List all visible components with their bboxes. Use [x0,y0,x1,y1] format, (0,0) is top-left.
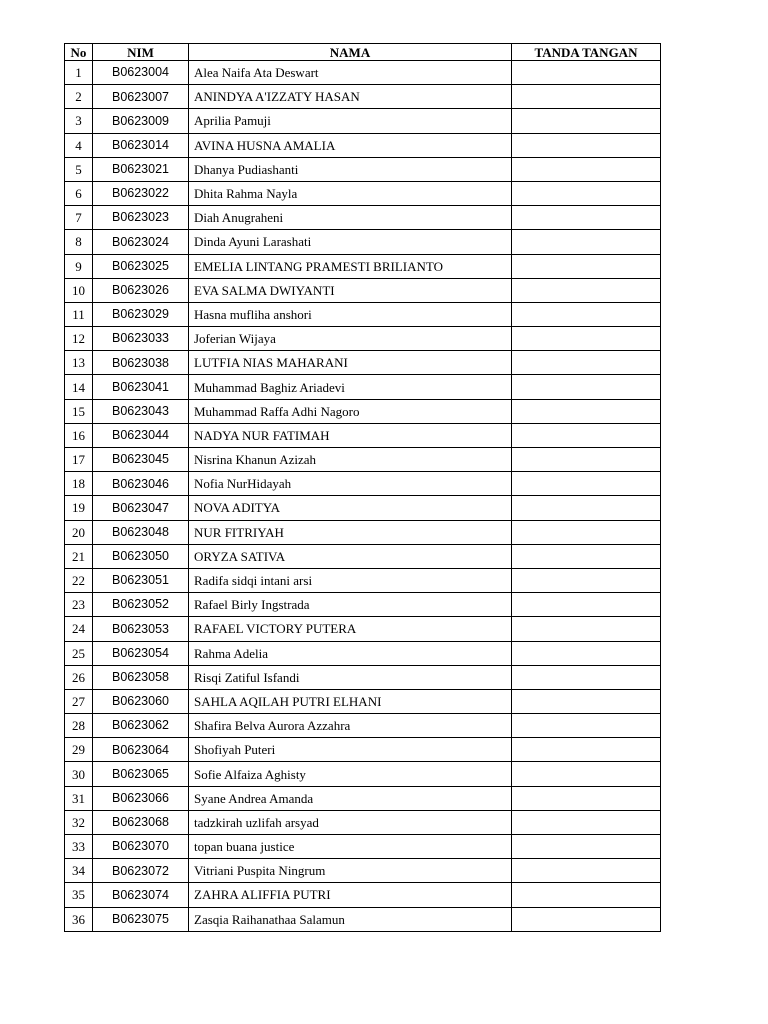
row-number: 29 [65,738,93,762]
row-number: 35 [65,883,93,907]
row-signature-cell[interactable] [512,85,660,109]
table-row [65,883,660,907]
row-number: 6 [65,182,93,206]
row-signature-cell[interactable] [512,303,660,327]
row-signature-cell[interactable] [512,182,660,206]
row-nama: Dhita Rahma Nayla [189,182,512,206]
table-row [65,690,660,714]
row-nim: B0623043 [93,400,189,424]
row-nim: B0623024 [93,230,189,254]
row-nama: Zasqia Raihanathaa Salamun [189,908,512,931]
row-nim: B0623045 [93,448,189,472]
table-row [65,85,660,109]
row-nama: AVINA HUSNA AMALIA [189,134,512,158]
row-nim: B0623066 [93,787,189,811]
table-row [65,182,660,206]
row-signature-cell[interactable] [512,762,660,786]
row-signature-cell[interactable] [512,134,660,158]
table-row [65,134,660,158]
row-nama: Risqi Zatiful Isfandi [189,666,512,690]
row-nim: B0623051 [93,569,189,593]
row-number: 9 [65,255,93,279]
row-signature-cell[interactable] [512,835,660,859]
row-number: 8 [65,230,93,254]
table-row [65,472,660,496]
row-number: 28 [65,714,93,738]
row-nim: B0623023 [93,206,189,230]
header-tanda-tangan: TANDA TANGAN [512,44,660,61]
row-nim: B0623033 [93,327,189,351]
row-number: 24 [65,617,93,641]
row-nama: NADYA NUR FATIMAH [189,424,512,448]
row-signature-cell[interactable] [512,279,660,303]
table-row [65,206,660,230]
row-number: 20 [65,521,93,545]
row-nama: Dhanya Pudiashanti [189,158,512,182]
row-signature-cell[interactable] [512,158,660,182]
row-nama: Syane Andrea Amanda [189,787,512,811]
row-nama: Muhammad Raffa Adhi Nagoro [189,400,512,424]
row-signature-cell[interactable] [512,400,660,424]
row-nama: tadzkirah uzlifah arsyad [189,811,512,835]
row-number: 34 [65,859,93,883]
table-row [65,569,660,593]
row-nim: B0623009 [93,109,189,133]
table-row [65,109,660,133]
row-nim: B0623044 [93,424,189,448]
row-nim: B0623062 [93,714,189,738]
row-nim: B0623041 [93,375,189,399]
table-row [65,787,660,811]
table-row [65,158,660,182]
row-nama: NOVA ADITYA [189,496,512,520]
row-number: 33 [65,835,93,859]
row-signature-cell[interactable] [512,883,660,907]
table-row [65,593,660,617]
row-number: 22 [65,569,93,593]
header-row [65,44,660,61]
row-number: 31 [65,787,93,811]
row-signature-cell[interactable] [512,109,660,133]
row-nim: B0623029 [93,303,189,327]
row-nim: B0623050 [93,545,189,569]
row-nim: B0623054 [93,642,189,666]
table-row [65,61,660,85]
row-number: 13 [65,351,93,375]
row-signature-cell[interactable] [512,714,660,738]
row-nama: Rahma Adelia [189,642,512,666]
table-row [65,279,660,303]
row-number: 23 [65,593,93,617]
row-number: 12 [65,327,93,351]
row-number: 16 [65,424,93,448]
row-signature-cell[interactable] [512,666,660,690]
row-nama: Sofie Alfaiza Aghisty [189,762,512,786]
row-number: 27 [65,690,93,714]
row-number: 2 [65,85,93,109]
row-nim: B0623014 [93,134,189,158]
row-number: 19 [65,496,93,520]
row-number: 15 [65,400,93,424]
row-nim: B0623046 [93,472,189,496]
row-signature-cell[interactable] [512,255,660,279]
row-number: 7 [65,206,93,230]
row-signature-cell[interactable] [512,472,660,496]
row-signature-cell[interactable] [512,206,660,230]
row-number: 30 [65,762,93,786]
row-nim: B0623068 [93,811,189,835]
table-row [65,303,660,327]
row-nama: SAHLA AQILAH PUTRI ELHANI [189,690,512,714]
table-row [65,424,660,448]
row-nim: B0623060 [93,690,189,714]
row-signature-cell[interactable] [512,545,660,569]
header-nim: NIM [93,44,189,61]
row-nama: Alea Naifa Ata Deswart [189,61,512,85]
table-row [65,448,660,472]
row-nama: RAFAEL VICTORY PUTERA [189,617,512,641]
row-number: 25 [65,642,93,666]
row-nim: B0623074 [93,883,189,907]
row-nama: Vitriani Puspita Ningrum [189,859,512,883]
row-number: 17 [65,448,93,472]
row-nim: B0623072 [93,859,189,883]
row-number: 10 [65,279,93,303]
row-nama: NUR FITRIYAH [189,521,512,545]
row-signature-cell[interactable] [512,230,660,254]
row-nama: Joferian Wijaya [189,327,512,351]
row-nim: B0623075 [93,908,189,931]
table-row [65,642,660,666]
row-nama: Nisrina Khanun Azizah [189,448,512,472]
row-signature-cell[interactable] [512,327,660,351]
row-number: 14 [65,375,93,399]
row-signature-cell[interactable] [512,593,660,617]
row-nim: B0623064 [93,738,189,762]
table-row [65,375,660,399]
table-row [65,521,660,545]
row-nama: Diah Anugraheni [189,206,512,230]
row-nim: B0623070 [93,835,189,859]
table-row [65,496,660,520]
table-row [65,255,660,279]
row-signature-cell[interactable] [512,738,660,762]
row-signature-cell[interactable] [512,787,660,811]
row-number: 32 [65,811,93,835]
row-signature-cell[interactable] [512,690,660,714]
table-row [65,666,660,690]
row-signature-cell[interactable] [512,496,660,520]
row-signature-cell[interactable] [512,859,660,883]
row-nim: B0623058 [93,666,189,690]
row-nama: Rafael Birly Ingstrada [189,593,512,617]
table-header [65,44,660,61]
row-number: 3 [65,109,93,133]
table-row [65,908,660,931]
row-nim: B0623038 [93,351,189,375]
row-nim: B0623022 [93,182,189,206]
table-row [65,327,660,351]
row-signature-cell[interactable] [512,521,660,545]
row-number: 18 [65,472,93,496]
row-number: 1 [65,61,93,85]
row-signature-cell[interactable] [512,375,660,399]
row-signature-cell[interactable] [512,448,660,472]
row-nama: EMELIA LINTANG PRAMESTI BRILIANTO [189,255,512,279]
table-row [65,230,660,254]
row-nim: B0623047 [93,496,189,520]
row-nama: ORYZA SATIVA [189,545,512,569]
row-nim: B0623052 [93,593,189,617]
row-nama: Shafira Belva Aurora Azzahra [189,714,512,738]
row-signature-cell[interactable] [512,642,660,666]
table-row [65,351,660,375]
row-signature-cell[interactable] [512,908,660,931]
row-nama: Shofiyah Puteri [189,738,512,762]
row-number: 11 [65,303,93,327]
row-nama: EVA SALMA DWIYANTI [189,279,512,303]
row-number: 21 [65,545,93,569]
row-nama: Aprilia Pamuji [189,109,512,133]
table-row [65,714,660,738]
row-signature-cell[interactable] [512,617,660,641]
header-nama: NAMA [189,44,512,61]
row-number: 26 [65,666,93,690]
row-nim: B0623065 [93,762,189,786]
row-nim: B0623021 [93,158,189,182]
row-nim: B0623025 [93,255,189,279]
row-nama: topan buana justice [189,835,512,859]
table-row [65,811,660,835]
row-signature-cell[interactable] [512,569,660,593]
row-nama: Muhammad Baghiz Ariadevi [189,375,512,399]
table-row [65,762,660,786]
table-row [65,859,660,883]
attendance-table [64,43,661,932]
table-body [65,61,660,931]
row-signature-cell[interactable] [512,61,660,85]
header-no: No [65,44,93,61]
table-row [65,738,660,762]
row-signature-cell[interactable] [512,811,660,835]
row-number: 5 [65,158,93,182]
row-nama: LUTFIA NIAS MAHARANI [189,351,512,375]
row-nim: B0623053 [93,617,189,641]
row-nim: B0623004 [93,61,189,85]
row-nama: Dinda Ayuni Larashati [189,230,512,254]
row-nama: Radifa sidqi intani arsi [189,569,512,593]
table-row [65,835,660,859]
row-nama: ANINDYA A'IZZATY HASAN [189,85,512,109]
table-row [65,617,660,641]
row-number: 4 [65,134,93,158]
row-nama: Hasna mufliha anshori [189,303,512,327]
row-nim: B0623048 [93,521,189,545]
row-nim: B0623026 [93,279,189,303]
row-nama: ZAHRA ALIFFIA PUTRI [189,883,512,907]
table-row [65,400,660,424]
row-signature-cell[interactable] [512,424,660,448]
row-nama: Nofia NurHidayah [189,472,512,496]
row-number: 36 [65,908,93,931]
table-row [65,545,660,569]
row-nim: B0623007 [93,85,189,109]
row-signature-cell[interactable] [512,351,660,375]
